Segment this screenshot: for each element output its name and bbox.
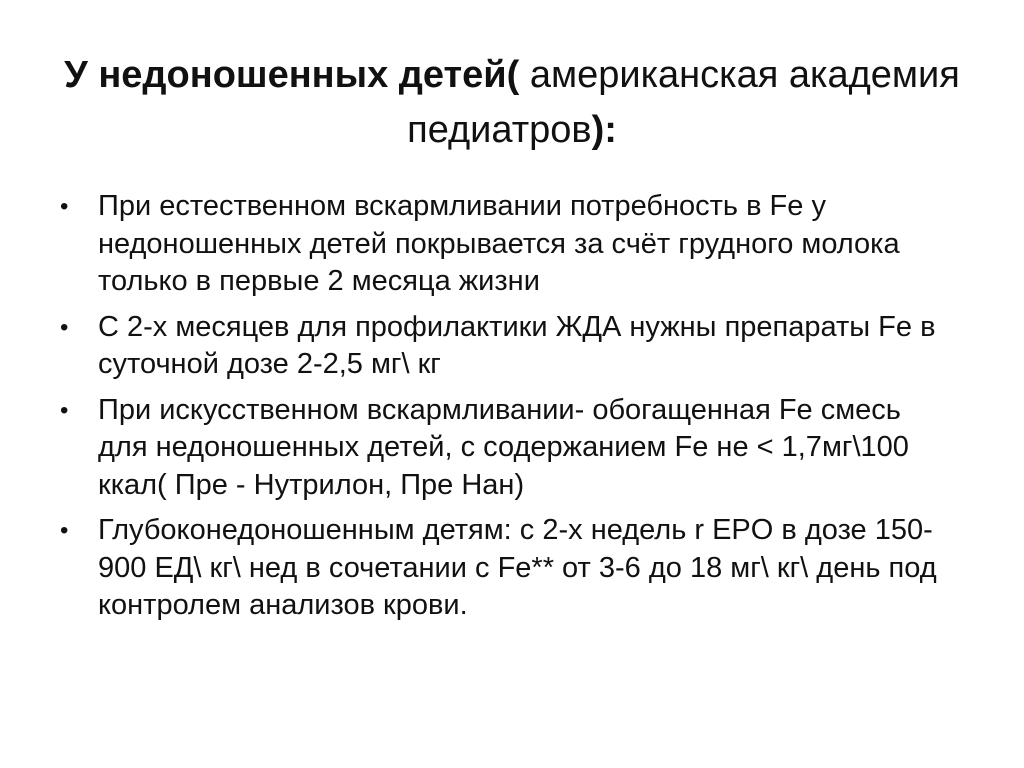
bullet-item: [58, 512, 958, 625]
bullet-list: [58, 188, 958, 633]
bullet-dot: •: [60, 313, 69, 341]
title-normal-part: американская академия педиатров: [407, 54, 960, 151]
bullet-dot: •: [60, 396, 69, 424]
bullet-item: [58, 309, 958, 384]
bullet-text: С 2-х месяцев для профилактики ЖДА нужны препараты Fe в суточной дозе 2-2,5 мг\ кг: [98, 310, 936, 380]
slide-title: [60, 48, 964, 158]
bullet-item: [58, 392, 958, 505]
title-closing-part: ):: [591, 109, 617, 151]
bullet-item: [58, 188, 958, 301]
title-bold-part: У недоношенных детей(: [64, 54, 520, 96]
bullet-dot: •: [60, 193, 69, 220]
bullet-text: Глубоконедоношенным детям: с 2-х недель r EPO в дозе 150-900 ЕД\ кг\ нед в сочетании с Fe** от 3-6 до 18 мг\ кг\ день под контролем анализов крови.: [98, 514, 937, 621]
bullet-text: При искусственном вскармливании- обогащенная Fe смесь для недоношенных детей, с содержанием Fe не < 1,7мг\100 ккал( Пре - Нутрилон, Пре Нан): [98, 393, 909, 501]
bullet-dot: •: [60, 517, 69, 544]
bullet-text: При естественном вскармливании потребность в Fe у недоношенных детей покрывается за счёт грудного молока только в первые 2 месяца жизни: [98, 190, 900, 297]
